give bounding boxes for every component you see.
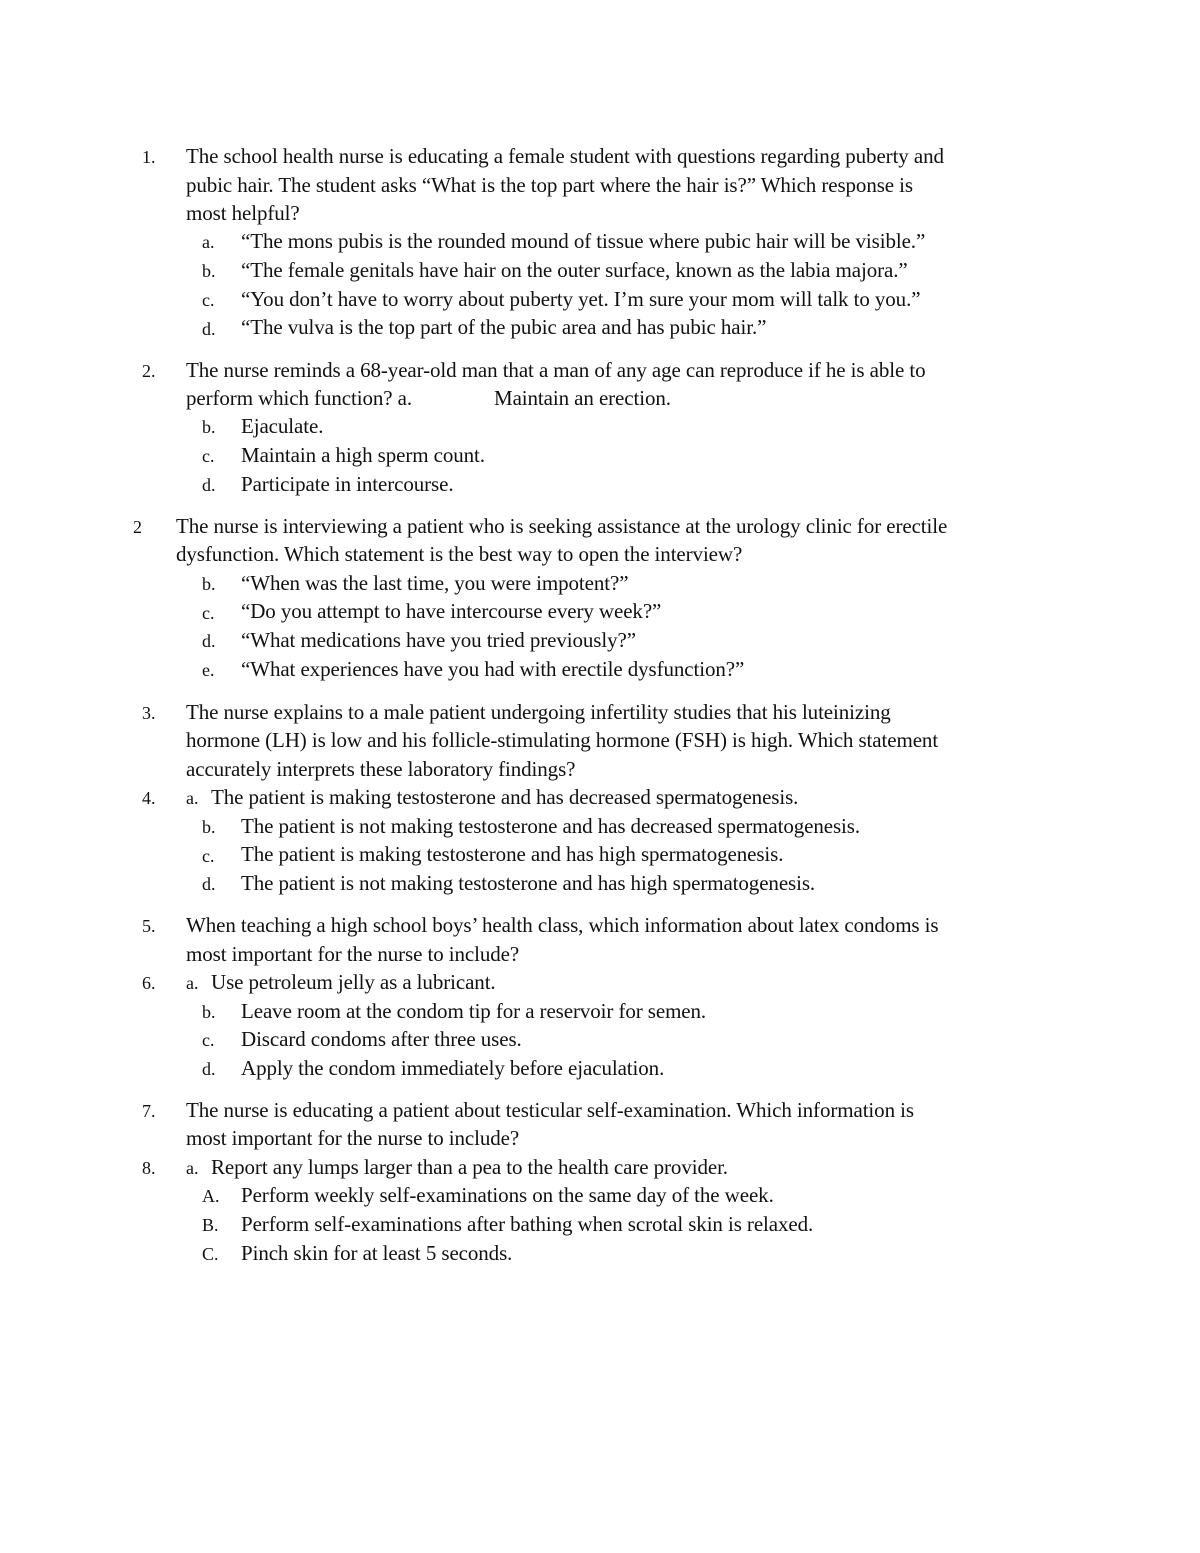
option-text: “What experiences have you had with erectile dysfunction?”	[241, 657, 745, 681]
option-letter: a.	[186, 788, 199, 808]
option-text: Participate in intercourse.	[241, 472, 454, 496]
question-stem-line: most important for the nurse to include?	[186, 942, 520, 966]
option-text: Maintain a high sperm count.	[241, 443, 485, 467]
option-letter: a.	[186, 973, 199, 993]
question-number: 7.	[142, 1101, 156, 1121]
option-text: “The mons pubis is the rounded mound of tissue where pubic hair will be visible.”	[241, 229, 926, 253]
option-letter: d.	[202, 475, 216, 495]
question-stem-line: When teaching a high school boys’ health class, which information about latex condoms is	[186, 913, 939, 937]
question-number: 2	[133, 517, 142, 537]
question-stem-line: most important for the nurse to include?	[186, 1126, 520, 1150]
option-text: Perform weekly self-examinations on the same day of the week.	[241, 1183, 774, 1207]
option-text: Ejaculate.	[241, 414, 324, 438]
question-number: 3.	[142, 703, 156, 723]
option-text: “What medications have you tried previously?”	[241, 628, 636, 652]
question-stem-line: The school health nurse is educating a female student with questions regarding puberty and	[186, 144, 944, 168]
question-stem-line: The nurse is educating a patient about testicular self-examination. Which information is	[186, 1098, 914, 1122]
question-stem-line: pubic hair. The student asks “What is the top part where the hair is?” Which response is	[186, 173, 913, 197]
option-letter: c.	[202, 290, 215, 310]
option-letter: A.	[202, 1186, 220, 1206]
question-number: 1.	[142, 147, 156, 167]
option-text: “The female genitals have hair on the outer surface, known as the labia majora.”	[241, 258, 908, 282]
option-letter: d.	[202, 631, 216, 651]
question-stem-line: The nurse is interviewing a patient who is seeking assistance at the urology clinic for erectile	[176, 514, 948, 538]
option-text: The patient is not making testosterone and has high spermatogenesis.	[241, 871, 816, 895]
option-text: “The vulva is the top part of the pubic area and has pubic hair.”	[241, 315, 767, 339]
question-number: 2.	[142, 361, 156, 381]
option-text: Leave room at the condom tip for a reservoir for semen.	[241, 999, 707, 1023]
option-text: Apply the condom immediately before ejaculation.	[241, 1056, 665, 1080]
option-text: Use petroleum jelly as a lubricant.	[211, 970, 496, 994]
question-stem-line: hormone (LH) is low and his follicle-stimulating hormone (FSH) is high. Which statement	[186, 728, 939, 752]
question-stem-line: perform which function? a.	[186, 386, 412, 410]
question-stem-line: dysfunction. Which statement is the best way to open the interview?	[176, 542, 743, 566]
option-letter: c.	[202, 603, 215, 623]
option-letter: a.	[202, 232, 215, 252]
option-letter: B.	[202, 1215, 219, 1235]
option-letter: c.	[202, 446, 215, 466]
option-letter: c.	[202, 1030, 215, 1050]
option-text: The patient is making testosterone and has decreased spermatogenesis.	[211, 785, 799, 809]
option-text: The patient is making testosterone and has high spermatogenesis.	[241, 842, 784, 866]
question-stem-line: accurately interprets these laboratory findings?	[186, 757, 576, 781]
option-text: Report any lumps larger than a pea to the health care provider.	[211, 1155, 728, 1179]
question-stem-line: The nurse explains to a male patient undergoing infertility studies that his luteinizing	[186, 700, 891, 724]
option-text: Pinch skin for at least 5 seconds.	[241, 1241, 513, 1265]
option-text: Perform self-examinations after bathing when scrotal skin is relaxed.	[241, 1212, 814, 1236]
question-number: 5.	[142, 916, 156, 936]
option-letter: b.	[202, 574, 216, 594]
option-letter: a.	[186, 1158, 199, 1178]
option-text: “When was the last time, you were impotent?”	[241, 571, 629, 595]
option-letter: b.	[202, 817, 216, 837]
option-letter: C.	[202, 1244, 219, 1264]
option-letter: b.	[202, 1002, 216, 1022]
option-letter: d.	[202, 1059, 216, 1079]
option-letter: b.	[202, 261, 216, 281]
option-letter: b.	[202, 417, 216, 437]
option-letter: c.	[202, 846, 215, 866]
option-text: Maintain an erection.	[494, 386, 671, 410]
option-letter: d.	[202, 319, 216, 339]
question-stem-line: most helpful?	[186, 201, 300, 225]
option-text: “Do you attempt to have intercourse every week?”	[241, 599, 662, 623]
question-number: 6.	[142, 973, 156, 993]
question-number: 4.	[142, 788, 156, 808]
option-text: “You don’t have to worry about puberty yet. I’m sure your mom will talk to you.”	[241, 287, 921, 311]
option-text: The patient is not making testosterone and has decreased spermatogenesis.	[241, 814, 861, 838]
option-letter: e.	[202, 660, 215, 680]
question-number: 8.	[142, 1158, 156, 1178]
option-letter: d.	[202, 874, 216, 894]
option-text: Discard condoms after three uses.	[241, 1027, 522, 1051]
question-stem-line: The nurse reminds a 68-year-old man that a man of any age can reproduce if he is able to	[186, 358, 926, 382]
